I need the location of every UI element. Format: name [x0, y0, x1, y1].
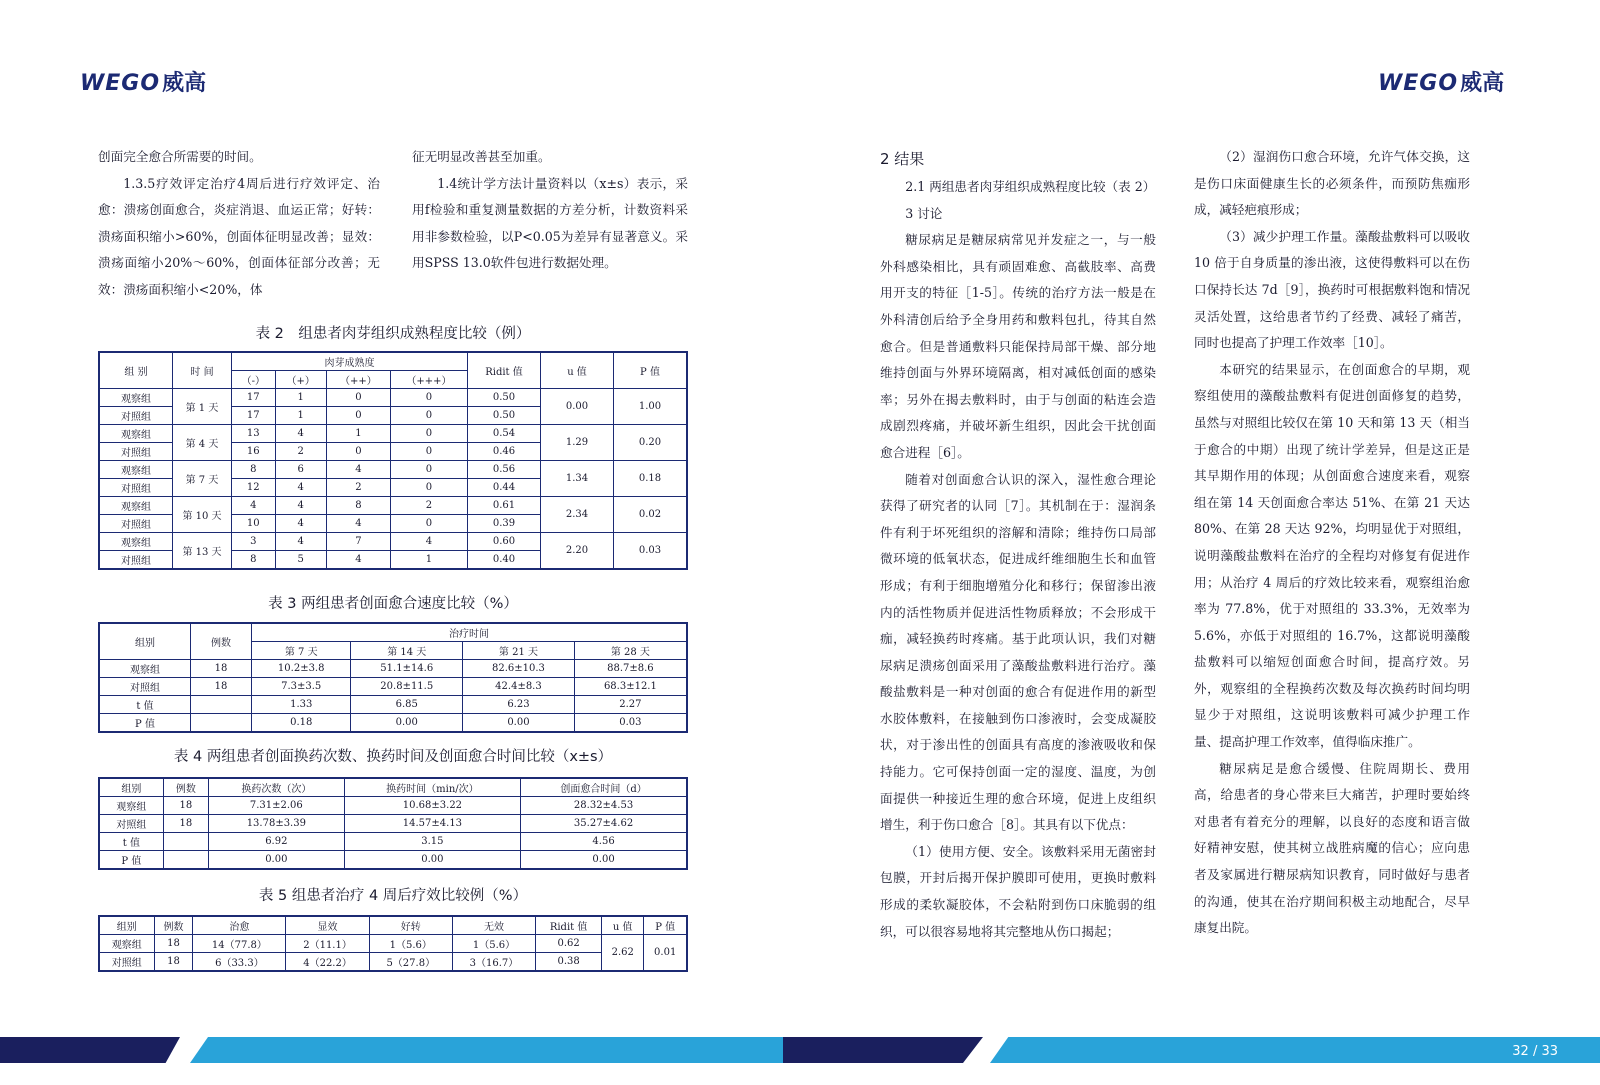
table-cell: 对照组 [99, 407, 173, 425]
table-cell: 0.40 [468, 551, 541, 570]
table-row [99, 497, 687, 515]
table-cell: 7.3±3.5 [252, 678, 351, 696]
table-cell: 例数 [154, 916, 193, 935]
table-cell: 0.02 [614, 497, 688, 533]
table-cell: 5 [275, 551, 326, 570]
table-row [99, 935, 687, 953]
table-cell: 2 [390, 497, 467, 515]
table3-body [99, 660, 687, 733]
th-grade: 肉芽成熟度 [232, 352, 468, 371]
table-cell: 0.50 [468, 407, 541, 425]
th-grade-1: （+） [275, 371, 326, 389]
table4-caption: 表 4 两组患者创面换药次数、换药时间及创面愈合时间比较（x±s） [173, 749, 613, 765]
table-cell: 观察组 [99, 660, 191, 678]
table5-caption: 表 5 组患者治疗 4 周后疗效比较例（%） [258, 888, 528, 904]
table-cell: 1（5.6） [369, 935, 452, 953]
table-cell: 第 1 天 [173, 389, 232, 425]
table-cell: 0.00 [351, 714, 463, 733]
table-cell: 第 7 天 [173, 461, 232, 497]
th-day: 第 7 天 [252, 642, 351, 660]
table-cell: 6.92 [208, 833, 344, 851]
table-cell: 1.34 [541, 461, 614, 497]
table-cell: 42.4±8.3 [463, 678, 575, 696]
table-cell: 例数 [163, 778, 208, 797]
table-cell: 1 [275, 389, 326, 407]
table-cell: 显效 [286, 916, 369, 935]
table-cell: 观察组 [99, 461, 173, 479]
table-cell: 0 [326, 443, 390, 461]
table-cell: 17 [232, 407, 276, 425]
table-cell [163, 851, 208, 870]
table-cell: 13.78±3.39 [208, 815, 344, 833]
table3-caption: 表 3 两组患者创面愈合速度比较（%） [268, 596, 518, 612]
table-cell: 4 [275, 533, 326, 551]
th-n: 例数 [191, 623, 252, 660]
table-cell: 3 [232, 533, 276, 551]
table-cell: 治愈 [193, 916, 286, 935]
table-cell: 82.6±10.3 [463, 660, 575, 678]
table-cell: 6 [275, 461, 326, 479]
table-cell: 观察组 [99, 389, 173, 407]
table-cell: 7 [326, 533, 390, 551]
table-cell: 0.01 [644, 935, 687, 972]
table-cell: P 值 [644, 916, 687, 935]
table5-header [99, 916, 687, 935]
table-cell: 0 [390, 407, 467, 425]
table-cell: 对照组 [99, 551, 173, 570]
table-cell: 对照组 [99, 953, 154, 972]
table-cell: 1.29 [541, 425, 614, 461]
paragraph: （1）使用方便、安全。该敷料采用无菌密封包膜，开封后揭开保护膜即可使用，更换时敷料形成的柔软凝胶体，不会粘附到伤口床脆弱的组织，可以很容易地将其完整地从伤口揭起； [880, 843, 1156, 939]
table-row [99, 678, 687, 696]
table-row [99, 533, 687, 551]
table-cell: 4 [390, 533, 467, 551]
th-ridit: Ridit 值 [468, 352, 541, 389]
th-day: 第 21 天 [463, 642, 575, 660]
table-cell: 4 [275, 515, 326, 533]
table-cell [191, 714, 252, 733]
footer-bar [0, 1037, 180, 1063]
table-cell: 0.00 [463, 714, 575, 733]
subsection-title: 3 讨论 [905, 205, 943, 221]
table4-body [99, 797, 687, 870]
table-cell: 8 [232, 461, 276, 479]
table-cell: 0.03 [574, 714, 687, 733]
table-cell: 观察组 [99, 797, 163, 815]
table-row [99, 696, 687, 714]
table-cell: P 值 [99, 851, 163, 870]
right-col-1 [880, 144, 1156, 945]
table-cell: 第 13 天 [173, 533, 232, 570]
table-cell: 18 [154, 953, 193, 972]
table-cell: 组别 [99, 916, 154, 935]
table-cell: 2.62 [602, 935, 644, 972]
paragraph: 本研究的结果显示，在创面愈合的早期，观察组使用的藻酸盐敷料有促进创面修复的趋势，虽然与对照组比较仅在第 10 天和第 13 天（相当于愈合的中期）出现了统计学差异，但是这正是其早期作用的体现；从创面愈合速度来看，观察组在第 14 天创面愈合率达 51%、在第 21 天达 80%、在第 28 天达 92%，均明显优于对照组，说明藻酸盐敷料在治疗的全程均对修复有促进作用；从治疗 4 周后的疗效比较来看，观察组治愈率为 77.8%，优于对照组的 33.3%，无效率为 5.6%，亦低于对照组的 16.7%，这都说明藻酸盐敷料可以缩短创面愈合时间，提高疗效。另外，观察组的全程换药次数及每次换药时间均明显少于对照组，这说明该敷料可减少护理工作量、提高护理工作效率，值得临床推广。 [1194, 361, 1470, 750]
left-col-1 [98, 144, 380, 304]
table-cell: 4 [275, 425, 326, 443]
table-row [99, 953, 687, 972]
th-grade-0: （-） [232, 371, 276, 389]
paragraph: （2）湿润伤口愈合环境，允许气体交换，这是伤口床面健康生长的必须条件，而预防焦痂形成，减轻疤痕形成； [1194, 149, 1470, 218]
table5 [98, 915, 688, 972]
table-cell: 换药时间（min/次） [344, 778, 520, 797]
table-cell: 观察组 [99, 497, 173, 515]
paragraph: 征无明显改善甚至加重。 [412, 149, 551, 164]
table-cell: 18 [163, 797, 208, 815]
table-cell: 1.33 [252, 696, 351, 714]
table2 [98, 351, 688, 570]
table-cell: 2 [326, 479, 390, 497]
table-row [99, 851, 687, 870]
table-row [99, 461, 687, 479]
th-day: 第 14 天 [351, 642, 463, 660]
paragraph: 1.3.5疗效评定治疗4周后进行疗效评定、治愈：溃疡创面愈合，炎症消退、血运正常；好转：溃疡面积缩小>60%，创面体征明显改善；显效：溃疡面缩小20%～60%，创面体征部分改善；无效：溃疡面积缩小<20%，体 [98, 175, 380, 297]
table-cell: 0.50 [468, 389, 541, 407]
table-cell: 10.68±3.22 [344, 797, 520, 815]
paragraph: 1.4统计学方法计量资料以（x±s）表示，采用f检验和重复测量数据的方差分析，计数资料采用非参数检验，以P<0.05为差异有显著意义。采用SPSS 13.0软件包进行数据处理。 [412, 175, 688, 271]
table-cell: 0.18 [252, 714, 351, 733]
table5-body [99, 935, 687, 972]
brand-logo: WEGO威高 [80, 71, 207, 96]
th-grade-3: （+++） [390, 371, 467, 389]
table3 [98, 622, 688, 733]
table-cell: 14（77.8） [193, 935, 286, 953]
table-cell: 3（16.7） [452, 953, 535, 972]
table-cell: 0.00 [521, 851, 687, 870]
table-cell: 20.8±11.5 [351, 678, 463, 696]
table-cell: 2.20 [541, 533, 614, 570]
table-cell: t 值 [99, 696, 191, 714]
table-cell: 换药次数（次） [208, 778, 344, 797]
paragraph: 糖尿病足是糖尿病常见并发症之一，与一般外科感染相比，具有顽固难愈、高截肢率、高费用开支的特征［1-5］。传统的治疗方法一般是在外科清创后给予全身用药和敷料包扎，待其自然愈合。但是普通敷料只能保持局部干燥、部分地维持创面与外界环境隔离，相对减低创面的感染率；另外在揭去敷料时，由于与创面的粘连会造成剧烈疼痛，并破坏新生组织，因此会干扰创面愈合进程［6］。 [880, 232, 1156, 460]
table-cell: 第 4 天 [173, 425, 232, 461]
table-cell: 0.03 [614, 533, 688, 570]
table-cell: 0.00 [208, 851, 344, 870]
paragraph: 糖尿病足是愈合缓慢、住院周期长、费用高，给患者的身心带来巨大痛苦，护理时要始终对患者有着充分的理解，以良好的态度和语言做好精神安慰，使其树立战胜病魔的信心；应向患者及家属进行糖尿病知识教育，同时做好与患者的沟通，使其在治疗期间积极主动地配合，尽早康复出院。 [1194, 760, 1470, 936]
table-cell: 1 [326, 425, 390, 443]
table-cell: 对照组 [99, 479, 173, 497]
table-cell: 1.00 [614, 389, 688, 425]
table-cell: 13 [232, 425, 276, 443]
table-cell: 1（5.6） [452, 935, 535, 953]
table-cell: 4 [326, 461, 390, 479]
table-cell: 4.56 [521, 833, 687, 851]
table-cell: 0.20 [614, 425, 688, 461]
table-cell: 4 [232, 497, 276, 515]
table-cell: 0.46 [468, 443, 541, 461]
table-cell: 8 [326, 497, 390, 515]
table-cell: 6.23 [463, 696, 575, 714]
table-cell [163, 833, 208, 851]
table4 [98, 777, 688, 870]
th-day: 第 28 天 [574, 642, 687, 660]
table-cell: 第 10 天 [173, 497, 232, 533]
table-cell: 4（22.2） [286, 953, 369, 972]
th-u: u 值 [541, 352, 614, 389]
table-cell: 3.15 [344, 833, 520, 851]
table-cell: 观察组 [99, 533, 173, 551]
right-col-2 [1194, 144, 1470, 942]
table-cell: 10.2±3.8 [252, 660, 351, 678]
table-cell: 0 [326, 389, 390, 407]
footer-bar [190, 1037, 790, 1063]
table-cell: 0.61 [468, 497, 541, 515]
table-cell: 28.32±4.53 [521, 797, 687, 815]
table-cell: 88.7±8.6 [574, 660, 687, 678]
table-cell: 1 [390, 551, 467, 570]
table-cell: 好转 [369, 916, 452, 935]
th-p: P 值 [614, 352, 688, 389]
table-cell: 2（11.1） [286, 935, 369, 953]
table2-caption: 表 2 组患者肉芽组织成熟程度比较（例） [255, 326, 531, 342]
table-cell: 0 [326, 407, 390, 425]
table-cell: 0.44 [468, 479, 541, 497]
table-cell: 0.18 [614, 461, 688, 497]
th-time: 时 间 [173, 352, 232, 389]
table-cell: 0.38 [536, 953, 602, 972]
table-cell: 组别 [99, 778, 163, 797]
table-cell: 0.56 [468, 461, 541, 479]
table-cell: 10 [232, 515, 276, 533]
table-cell: 2.34 [541, 497, 614, 533]
footer-bar [783, 1037, 983, 1063]
table-cell: 观察组 [99, 935, 154, 953]
paragraph: （3）减少护理工作量。藻酸盐敷料可以吸收 10 倍于自身质量的渗出液，这使得敷料可以在伤口保持长达 7d［9］，换药时可根据敷料饱和情况灵活处置，这给患者节约了经费、减轻了痛苦，同时也提高了护理工作效率［10］。 [1194, 228, 1470, 351]
table-cell: 7.31±2.06 [208, 797, 344, 815]
table-cell: 51.1±14.6 [351, 660, 463, 678]
table-cell: 18 [154, 935, 193, 953]
table-cell: 1 [275, 407, 326, 425]
table-row [99, 714, 687, 733]
table-row [99, 833, 687, 851]
table-cell: 0.00 [541, 389, 614, 425]
table-cell: 0 [390, 389, 467, 407]
table-cell: 18 [163, 815, 208, 833]
table-row [99, 797, 687, 815]
table-cell: 0.60 [468, 533, 541, 551]
table-cell: 16 [232, 443, 276, 461]
table-cell: 35.27±4.62 [521, 815, 687, 833]
table-row [99, 660, 687, 678]
table-cell: u 值 [602, 916, 644, 935]
table-row [99, 815, 687, 833]
table-cell: 无效 [452, 916, 535, 935]
table-cell: 对照组 [99, 678, 191, 696]
table-cell: 0 [390, 443, 467, 461]
table-cell: 观察组 [99, 425, 173, 443]
brand-logo: WEGO威高 [1378, 71, 1505, 96]
paragraph: 随着对创面愈合认识的深入，湿性愈合理论获得了研究者的认同［7］。其机制在于：湿润条件有利于坏死组织的溶解和清除；维持伤口局部微环境的低氧状态，促进成纤维细胞生长和血管形成；有利于细胞增殖分化和移行；保留渗出液内的活性物质并促进活性物质释放；不会形成干痂，减轻换药时疼痛。基于此项认识，我们对糖尿病足溃疡创面采用了藻酸盐敷料进行治疗。藻酸盐敷料是一种对创面的愈合有促进作用的新型水胶体敷料，在接触到伤口渗液时，会变成凝胶状，对于渗出性的创面具有高度的渗液吸收和保持能力。它可保持创面一定的湿度、温度，为创面提供一种接近生理的愈合环境，促进上皮组织增生，利于伤口愈合［8］。其具有以下优点： [880, 471, 1156, 833]
table-cell: 68.3±12.1 [574, 678, 687, 696]
table-cell: 14.57±4.13 [344, 815, 520, 833]
table-cell: t 值 [99, 833, 163, 851]
paragraph: 创面完全愈合所需要的时间。 [98, 149, 262, 164]
table-cell: P 值 [99, 714, 191, 733]
table-cell: 创面愈合时间（d） [521, 778, 687, 797]
left-col-2 [412, 144, 688, 277]
table-cell: 对照组 [99, 443, 173, 461]
table-cell [191, 696, 252, 714]
table-cell: 17 [232, 389, 276, 407]
table-cell: 0 [390, 479, 467, 497]
table-cell: 0.39 [468, 515, 541, 533]
table4-header [99, 778, 687, 797]
table-cell: 0.62 [536, 935, 602, 953]
table-cell: 18 [191, 660, 252, 678]
table-cell: 12 [232, 479, 276, 497]
th-group: 组 别 [99, 352, 173, 389]
table2-body [99, 389, 687, 570]
table-cell: 对照组 [99, 515, 173, 533]
table-cell: 2 [275, 443, 326, 461]
table-cell: 0.54 [468, 425, 541, 443]
th-period: 治疗时间 [252, 623, 688, 642]
table-cell: 4 [326, 515, 390, 533]
table-cell: 6.85 [351, 696, 463, 714]
table-cell: 8 [232, 551, 276, 570]
table-cell: 6（33.3） [193, 953, 286, 972]
right-page [800, 0, 1600, 1085]
table-cell: 4 [275, 479, 326, 497]
th-group: 组别 [99, 623, 191, 660]
table-cell: 对照组 [99, 815, 163, 833]
footer-bar [990, 1037, 1600, 1063]
table-cell: Ridit 值 [536, 916, 602, 935]
table-row [99, 389, 687, 407]
table-cell: 18 [191, 678, 252, 696]
table-cell: 0 [390, 425, 467, 443]
table-cell: 4 [275, 497, 326, 515]
page-number: 32 / 33 [1512, 1044, 1558, 1059]
table-cell: 5（27.8） [369, 953, 452, 972]
table-cell: 4 [326, 551, 390, 570]
th-grade-2: （++） [326, 371, 390, 389]
section-title: 2 结果 [880, 150, 925, 168]
table-row [99, 425, 687, 443]
table-cell: 0.00 [344, 851, 520, 870]
table-cell: 2.27 [574, 696, 687, 714]
table-cell: 0 [390, 515, 467, 533]
table-cell: 0 [390, 461, 467, 479]
subsection-title: 2.1 两组患者肉芽组织成熟程度比较（表 2） [905, 179, 1156, 194]
